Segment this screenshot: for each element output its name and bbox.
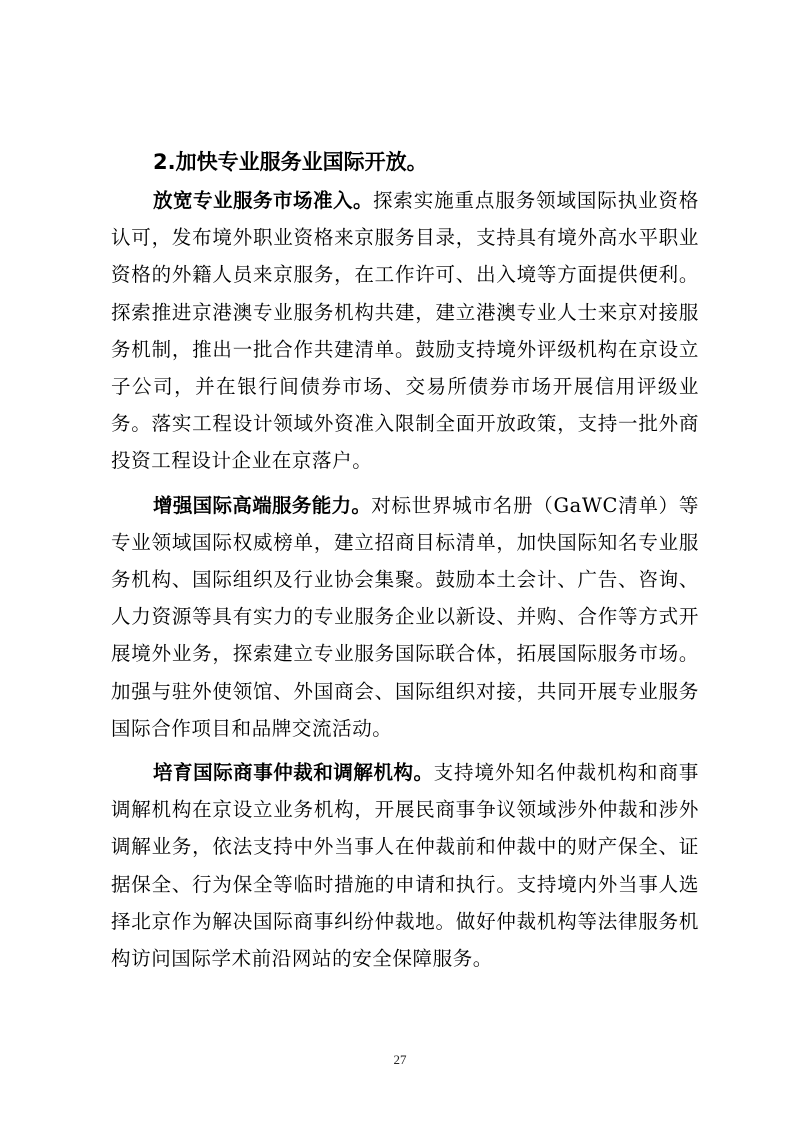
paragraph-arbitration [111, 754, 699, 977]
paragraph-market-access [111, 182, 699, 480]
document-body [111, 144, 699, 984]
paragraph-lead: 培育国际商事仲裁和调解机构。 [153, 761, 434, 785]
paragraph-text: 对标世界城市名册（GaWC清单）等专业领域国际权威榜单，建立招商目标清单，加快国际知名专业服务机构、国际组织及行业协会集聚。鼓励本土会计、广告、咨询、人力资源等具有实力的专业服务企业以新设、并购、合作等方式开展境外业务，探索建立专业服务国际联合体，拓展国际服务市场。加强与驻外使领馆、外国商会、国际组织对接，共同开展专业服务国际合作项目和品牌交流活动。 [111, 493, 700, 740]
paragraph-lead: 放宽专业服务市场准入。 [153, 189, 373, 212]
paragraph-service-capability [111, 487, 699, 747]
paragraph-text: 探索实施重点服务领域国际执业资格认可，发布境外职业资格来京服务目录，支持具有境外高水平职业资格的外籍人员来京服务，在工作许可、出入境等方面提供便利。探索推进京港澳专业服务机构共建，建立港澳专业人士来京对接服务机制，推出一批合作共建清单。鼓励支持境外评级机构在京设立子公司，并在银行间债券市场、交易所债券市场开展信用评级业务。落实工程设计领域外资准入限制全面开放政策，支持一批外商投资工程设计企业在京落户。 [111, 189, 699, 473]
page-number: 27 [393, 1052, 407, 1067]
section-heading: 2.加快专业服务业国际开放。 [153, 150, 428, 174]
paragraph-lead: 增强国际高端服务能力。 [153, 493, 372, 517]
paragraph-text: 支持境外知名仲裁机构和商事调解机构在京设立业务机构，开展民商事争议领域涉外仲裁和涉外调解业务，依法支持中外当事人在仲裁前和仲裁中的财产保全、证据保全、行为保全等临时措施的申请和执行。支持境内外当事人选择北京作为解决国际商事纠纷仲裁地。做好仲裁机构等法律服务机构访问国际学术前沿网站的安全保障服务。 [111, 761, 699, 971]
